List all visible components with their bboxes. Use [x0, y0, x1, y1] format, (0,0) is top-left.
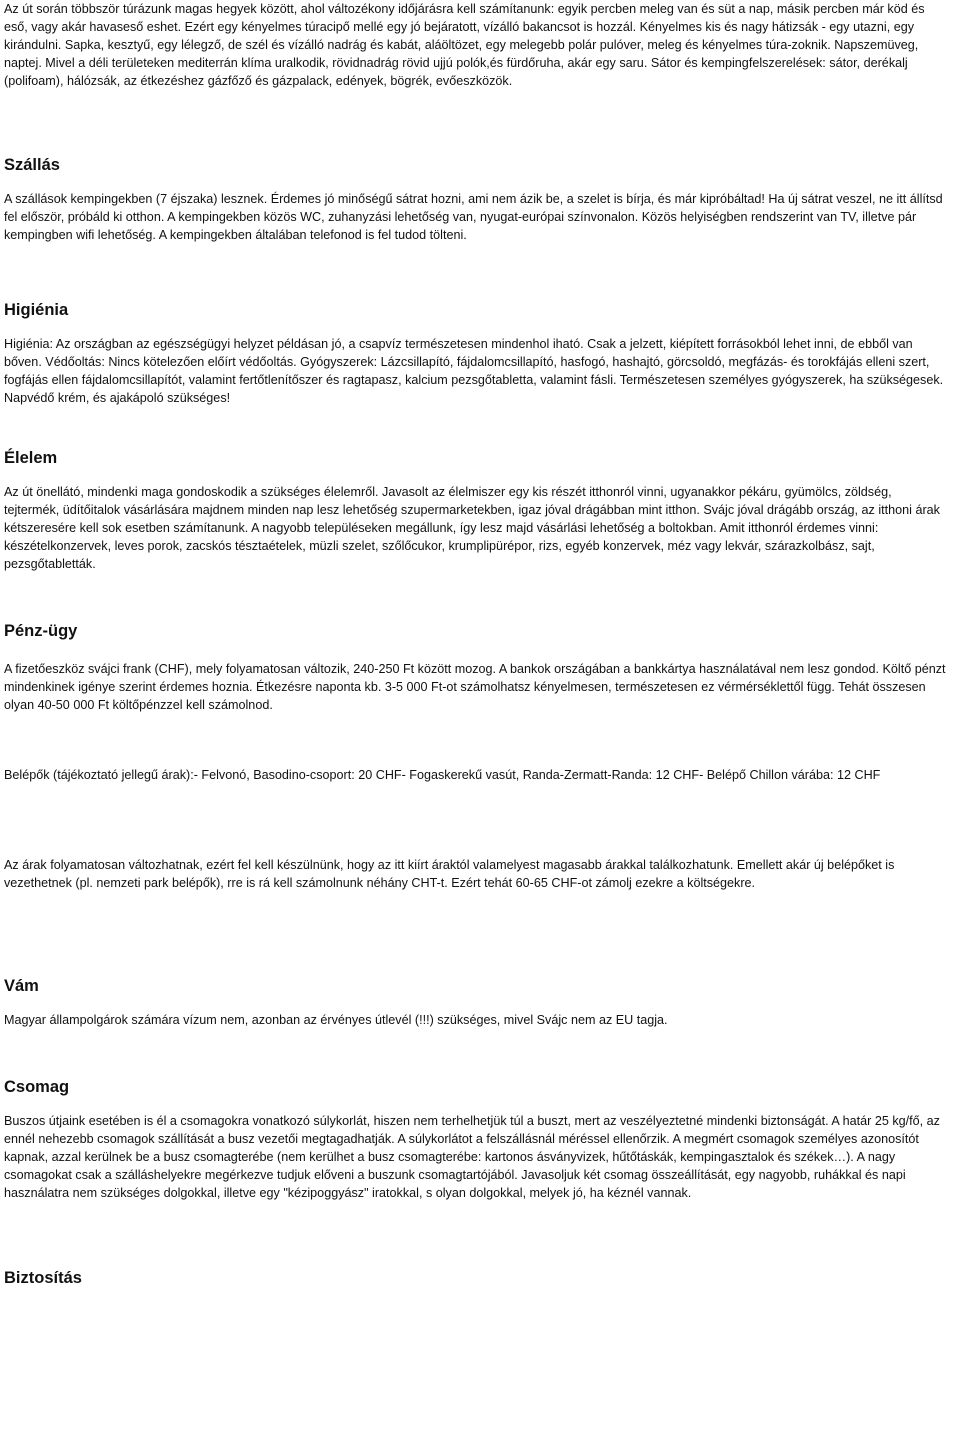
- csomag-paragraph: Buszos útjaink esetében is él a csomagokra vonatkozó súlykorlát, hiszen nem terhelhetjük túl a buszt, mert az veszélyeztetné mindenki biztonságát. A határ 25 kg/fő, az ennél nehezebb csomagok szállítását a busz vezetői megtagadhatják. A súlykorlátot a felszállásnál méréssel ellenőrzik. A megmért csomagok személyes azonosítót kapnak, azzal kerülnek be a busz csomagterébe (nem kerülhet a busz csomagterébe: kartonos ásványvizek, hűtőtáskák, kempingasztalok és székek…). A nagy csomagokat csak a szálláshelyekre megérkezve tudjuk előveni a buszunk csomagtartójából. Javasoljuk két csomag összeállítását, egy nagyobb, ruhákkal és napi használatra nem szükséges dolgokkal, illetve egy "kézipoggyász" iratokkal, s olyan dolgokkal, melyek jó, ha kéznél vannak.: [4, 1114, 940, 1200]
- heading-penzugy: Pénz-ügy: [4, 622, 78, 640]
- higienia-paragraph: Higiénia: Az országban az egészségügyi helyzet példásan jó, a csapvíz természetesen mindenhol iható. Csak a jelzett, kiépített forrásokból lehet inni, de ebből van bőven. Védőoltás: Nincs kötelezően előírt védőoltás. Gyógyszerek: Lázcsillapító, fájdalomcsillapító, hasfogó, hashajtó, görcsoldó, megfázás- és torokfájás elleni szert, fogfájás ellen fájdalomcsillapítót, valamint fertőtlenítőszer és ragtapasz, kalcium pezsgőtabletta, valamint fásli. Természetesen személyes gyógyszerek, ha szükségesek. Napvédő krém, és ajakápoló szükséges!: [4, 337, 944, 405]
- szallas-paragraph: A szállások kempingekben (7 éjszaka) lesznek. Érdemes jó minőségű sátrat hozni, ami nem ázik be, a szelet is bírja, és már kipróbáltad! Ha új sátrat veszel, ne itt állítsd fel először, próbáld ki otthon. A kempingekben közös WC, zuhanyzási lehetőség van, nyugat-európai színvonalon. Közös helyiségben rendszerint van TV, illetve pár kempingben wifi lehetőség. A kempingekben általában telefonod is fel tudod tölteni.: [4, 192, 943, 242]
- heading-vam: Vám: [4, 977, 39, 995]
- heading-csomag: Csomag: [4, 1078, 70, 1096]
- intro-paragraph: Az út során többször túrázunk magas hegyek között, ahol változékony időjárásra kell számítanunk: egyik percben meleg van és süt a nap, másik percben már köd és eső, vagy akár havaseső eshet. Ezért egy kényelmes túracipő mellé egy jó bejáratott, vízálló bakancsot is hozzál. Kényelmes kis és nagy hátizsák - egy utazni, egy kirándulni. Sapka, kesztyű, egy lélegző, de szél és vízálló nadrág és kabát, aláöltözet, egy melegebb polár pulóver, meleg és kényelmes túra-zoknik. Napszemüveg, naptej. Mivel a déli területeken mediterrán klíma uralkodik, rövidnadrág rövid ujjú polók,és fürdőruha, akár egy saru. Sátor és kempingfelszerelések: sátor, derékalj (polifoam), hálózsák, az étkezéshez gázfőző és gázpalack, edények, bögrék, evőeszközök.: [4, 2, 925, 88]
- heading-elelem: Élelem: [4, 449, 58, 467]
- elelem-paragraph: Az út önellátó, mindenki maga gondoskodik a szükséges élelemről. Javasolt az élelmiszer egy kis részét itthonról vinni, ugyanakkor pékáru, gyümölcs, zöldség, tejtermék, üdítőitalok vásárlására majdnem minden nap lesz lehetőség szupermarketekben, igaz jóval drágábban mint itthon. Svájc jóval drágább ország, az itthoni árak kétszeresére kell sok esetben számítanunk. A nagyobb településeken megállunk, így lesz majd vásárlási lehetőség a boltokban. Amit itthonról érdemes vinni: készételkonzervek, leves porok, zacskós tésztaételek, müzli szelet, szőlőcukor, krumplipürépor, rizs, egyéb konzervek, méz vagy lekvár, szárazkolbász, sajt, pezsgőtabletták.: [4, 485, 940, 571]
- penzugy-paragraph-2: Belépők (tájékoztató jellegű árak):- Felvonó, Basodino-csoport: 20 CHF- Fogaskerekű vasút, Randa-Zermatt-Randa: 12 CHF- Belépő Chillon várába: 12 CHF: [4, 768, 881, 782]
- heading-szallas: Szállás: [4, 156, 60, 174]
- heading-biztositas: Biztosítás: [4, 1269, 82, 1287]
- heading-higienia: Higiénia: [4, 301, 69, 319]
- penzugy-paragraph-1: A fizetőeszköz svájci frank (CHF), mely folyamatosan változik, 240-250 Ft között mozog. A bankok országában a bankkártya használatával nem lesz gondod. Költő pénzt mindenkinek igénye szerint érdemes hoznia. Étkezésre naponta kb. 3-5 000 Ft-ot számolhatsz kényelmesen, természetesen ez vérmérséklettől függ. Tehát összesen olyan 40-50 000 Ft költőpénzzel kell számolnod.: [4, 662, 946, 712]
- vam-paragraph: Magyar állampolgárok számára vízum nem, azonban az érvényes útlevél (!!!) szükséges, mivel Svájc nem az EU tagja.: [4, 1013, 668, 1027]
- penzugy-paragraph-3: Az árak folyamatosan változhatnak, ezért fel kell készülnünk, hogy az itt kiírt áraktól valamelyest magasabb árakkal találkozhatunk. Emellett akár új belépőket is vezethetnek (pl. nemzeti park belépők), rre is rá kell számolnunk néhány CHT-t. Ezért tehát 60-65 CHF-ot zámolj ezekre a költségekre.: [4, 858, 895, 890]
